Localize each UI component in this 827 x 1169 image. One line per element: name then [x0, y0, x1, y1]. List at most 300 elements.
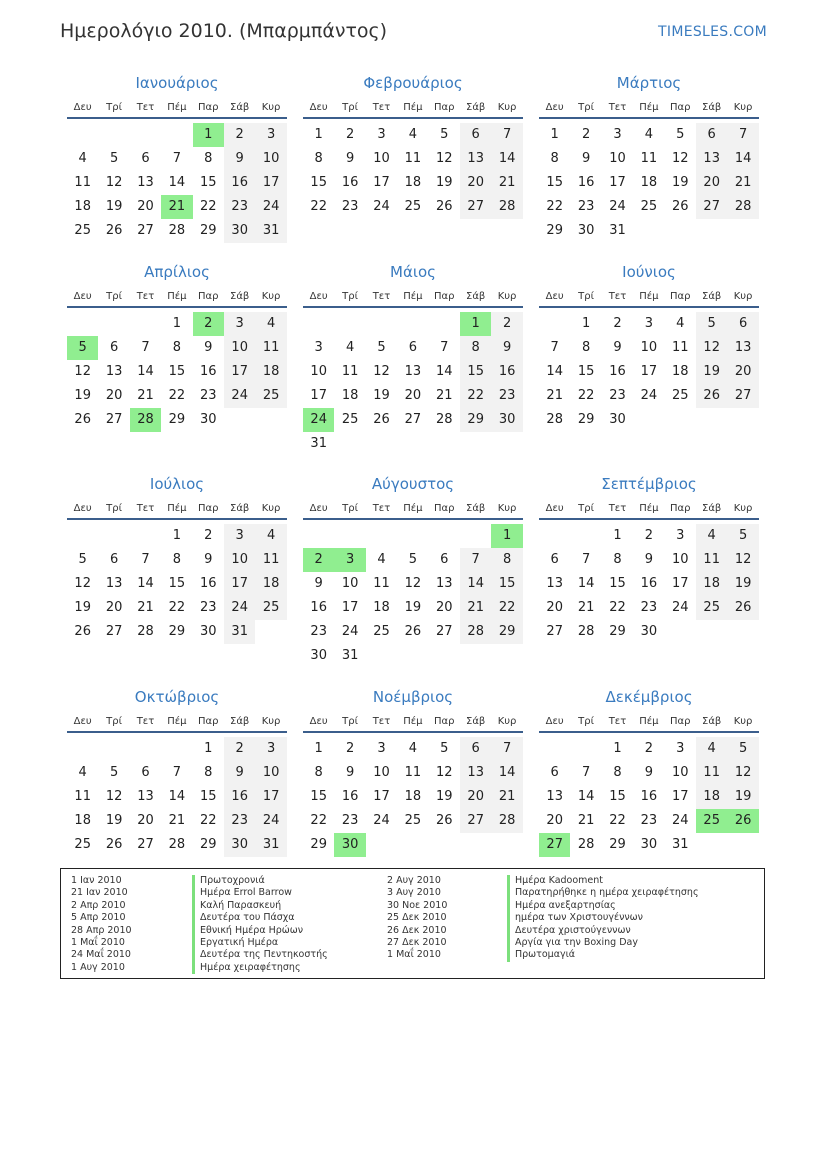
day-cell: 17: [672, 576, 689, 591]
weekday-label: Παρ: [198, 102, 219, 113]
day-cell: 8: [172, 340, 182, 355]
weekday-label: Πέμ: [403, 102, 423, 113]
day-cell: 27: [696, 195, 727, 219]
month-block: [303, 474, 523, 688]
day-cell: 22: [460, 384, 491, 408]
day-cell: 17: [373, 175, 390, 190]
day-cell: 9: [204, 552, 213, 567]
weekday-label: Κυρ: [497, 503, 517, 514]
day-cell: 19: [436, 175, 453, 190]
day-cell: 27: [460, 195, 491, 219]
day-cell: 18: [341, 388, 359, 403]
day-cell: 30: [200, 412, 217, 427]
day-cell: 3: [644, 316, 654, 331]
legend-date: 1 Μαΐ 2010: [387, 949, 441, 961]
day-cell: 28: [168, 837, 186, 852]
day-cell: 3: [676, 528, 685, 543]
day-cell: 4: [78, 765, 87, 780]
day-cell: 30: [640, 624, 658, 639]
legend-holiday-name: Ημέρα χειραφέτησης: [192, 962, 328, 974]
day-cell: 6: [696, 123, 727, 147]
day-cell: 23: [200, 388, 217, 403]
weekday-label: Τρί: [578, 291, 594, 302]
day-cell: 14: [491, 147, 522, 171]
day-cell: 21: [491, 785, 522, 809]
day-cell: 24: [224, 596, 255, 620]
day-cell: 20: [137, 199, 154, 214]
day-cell: 16: [491, 360, 522, 384]
weekday-label: Δευ: [73, 503, 92, 514]
day-cell: 24: [255, 809, 286, 833]
day-cell: 9: [345, 151, 355, 166]
day-cell: 20: [727, 360, 758, 384]
day-cell: 25: [74, 223, 91, 238]
legend-holiday-name: Ημέρα ανεξαρτησίας: [507, 900, 699, 912]
day-cell: 26: [74, 624, 91, 639]
day-cell: 3: [377, 127, 386, 142]
day-cell: 6: [141, 765, 150, 780]
weekday-label: Τρί: [342, 291, 358, 302]
weekday-label: Πέμ: [167, 291, 187, 302]
weekday-label: Κυρ: [261, 102, 281, 113]
day-cell: 12: [105, 789, 123, 804]
day-cell: 6: [460, 737, 491, 761]
weekday-label: Δευ: [545, 291, 564, 302]
day-cell: 9: [644, 765, 654, 780]
day-cell: 3: [224, 524, 255, 548]
day-cell: 26: [105, 223, 123, 238]
day-cell: 10: [609, 151, 626, 166]
weekday-label: Τρί: [106, 291, 122, 302]
weekday-label: Σάβ: [702, 291, 722, 302]
day-cell: 25: [696, 596, 727, 620]
day-cell: 19: [404, 600, 422, 615]
weekday-label: Πέμ: [167, 503, 187, 514]
day-cell: 22: [546, 199, 563, 214]
day-cell: 21: [727, 171, 758, 195]
day-cell: 22: [310, 813, 327, 828]
day-cell: 20: [137, 813, 154, 828]
day-cell: 18: [672, 364, 689, 379]
day-cell: 19: [696, 360, 727, 384]
day-cell: 14: [460, 572, 491, 596]
month-name: Μάιος: [390, 263, 436, 281]
weekday-label: Τρί: [578, 102, 594, 113]
weekday-label: Δευ: [73, 102, 92, 113]
day-cell: 15: [168, 576, 186, 591]
weekday-label: Σάβ: [466, 503, 486, 514]
day-cell: 13: [460, 761, 491, 785]
legend-holiday-name: Καλή Παρασκευή: [192, 900, 328, 912]
day-cell: 2: [224, 123, 255, 147]
day-cell: 1: [314, 127, 323, 142]
day-cell: 30: [577, 223, 595, 238]
day-cell: 4: [408, 741, 418, 756]
legend-dates-right: [387, 875, 447, 962]
weekday-label: Παρ: [434, 102, 455, 113]
day-cell: 15: [200, 175, 217, 190]
weekday-label: Παρ: [670, 102, 691, 113]
month-name: Απρίλιος: [144, 263, 210, 281]
day-cell: 13: [137, 789, 154, 804]
day-cell: 30: [491, 408, 522, 432]
month-name: Ιανουάριος: [135, 74, 219, 92]
day-cell: 19: [727, 572, 758, 596]
legend-holiday-name: ημέρα των Χριστουγέννων: [507, 912, 699, 924]
day-cell: 25: [255, 596, 286, 620]
day-cell: 8: [491, 548, 522, 572]
day-cell: 17: [609, 175, 626, 190]
site-link[interactable]: TIMESLES.COM: [658, 24, 767, 40]
day-cell: 23: [341, 199, 359, 214]
weekday-label: Κυρ: [261, 291, 281, 302]
day-cell: 11: [404, 765, 422, 780]
weekday-header: [539, 99, 759, 119]
day-cell: 23: [341, 813, 359, 828]
day-cell: 20: [546, 600, 563, 615]
day-cell: 28: [727, 195, 758, 219]
weekday-label: Κυρ: [261, 716, 281, 727]
day-cell: 19: [727, 785, 758, 809]
day-cell: 2: [644, 528, 654, 543]
day-cell: 25: [373, 624, 390, 639]
day-cell: 31: [672, 837, 689, 852]
day-cell: 2: [644, 741, 654, 756]
day-cell: 14: [577, 576, 595, 591]
day-cell: 18: [640, 175, 658, 190]
legend-names-right: [507, 875, 699, 962]
legend-date: 2 Απρ 2010: [71, 899, 126, 911]
day-cell: 28: [577, 837, 595, 852]
day-cell: 7: [491, 737, 522, 761]
weekday-label: Πέμ: [403, 291, 423, 302]
weekday-label: Πέμ: [639, 716, 659, 727]
weekday-label: Παρ: [198, 291, 219, 302]
day-cell: 7: [141, 552, 150, 567]
weekday-label: Τετ: [136, 503, 155, 514]
day-cell: 18: [404, 175, 422, 190]
day-cell: 10: [341, 576, 359, 591]
weekday-label: Τετ: [608, 503, 627, 514]
legend-holiday-name: Εθνική Ημέρα Ηρώων: [192, 925, 328, 937]
day-cell: 7: [141, 340, 150, 355]
day-cell: 11: [696, 548, 727, 572]
day-cell: 24: [373, 199, 390, 214]
day-cell: 7: [491, 123, 522, 147]
day-cell: 5: [727, 524, 758, 548]
day-cell: 5: [377, 340, 386, 355]
weekday-label: Δευ: [545, 716, 564, 727]
weekday-label: Παρ: [434, 503, 455, 514]
weekday-header: [303, 288, 523, 308]
day-cell: 25: [341, 412, 359, 427]
page-title: Ημερολόγιο 2010. (Μπαρμπάντος): [60, 20, 388, 42]
weekday-label: Τετ: [136, 102, 155, 113]
day-cell: 10: [255, 761, 286, 785]
day-cell: 9: [581, 151, 591, 166]
holiday-day-cell: 26: [727, 809, 758, 833]
day-cell: 18: [74, 813, 91, 828]
day-cell: 11: [404, 151, 422, 166]
day-cell: 11: [373, 576, 390, 591]
day-cell: 28: [460, 620, 491, 644]
day-cell: 14: [491, 761, 522, 785]
weekday-label: Πέμ: [403, 716, 423, 727]
day-cell: 13: [105, 364, 123, 379]
day-cell: 12: [727, 761, 758, 785]
day-cell: 11: [696, 761, 727, 785]
weekday-header: [303, 713, 523, 733]
weekday-label: Τετ: [372, 291, 391, 302]
month-name: Ιούνιος: [622, 263, 676, 281]
day-cell: 9: [345, 765, 355, 780]
day-cell: 10: [373, 151, 390, 166]
day-cell: 16: [224, 171, 255, 195]
day-cell: 8: [314, 151, 323, 166]
legend-date: 1 Αυγ 2010: [71, 961, 125, 973]
legend-date: 2 Αυγ 2010: [387, 875, 441, 886]
holiday-day-cell: 28: [130, 408, 161, 432]
day-cell: 17: [672, 789, 689, 804]
weekday-label: Παρ: [434, 291, 455, 302]
day-cell: 28: [577, 624, 595, 639]
day-cell: 26: [404, 624, 422, 639]
day-cell: 27: [546, 624, 563, 639]
day-cell: 5: [440, 741, 449, 756]
day-cell: 30: [310, 648, 327, 663]
day-cell: 3: [224, 312, 255, 336]
day-cell: 16: [310, 600, 327, 615]
weekday-label: Τρί: [578, 503, 594, 514]
day-cell: 24: [672, 813, 689, 828]
day-cell: 22: [168, 388, 186, 403]
day-cell: 27: [137, 837, 154, 852]
legend-holiday-name: Πρωτομαγιά: [507, 949, 699, 961]
weekday-label: Δευ: [73, 716, 92, 727]
day-cell: 10: [224, 336, 255, 360]
day-cell: 30: [640, 837, 658, 852]
weekday-label: Σάβ: [230, 291, 250, 302]
month-block: [67, 474, 287, 688]
weekday-label: Παρ: [198, 716, 219, 727]
day-cell: 26: [672, 199, 689, 214]
day-cell: 16: [200, 364, 217, 379]
day-cell: 15: [460, 360, 491, 384]
day-cell: 30: [224, 219, 255, 243]
month-name: Μάρτιος: [616, 74, 682, 92]
day-cell: 13: [436, 576, 453, 591]
weekday-label: Κυρ: [733, 503, 753, 514]
legend-date: 21 Ιαν 2010: [71, 887, 128, 899]
weekday-label: Παρ: [670, 716, 691, 727]
day-cell: 15: [577, 364, 595, 379]
day-cell: 23: [609, 388, 626, 403]
day-cell: 22: [491, 596, 522, 620]
holiday-day-cell: 1: [460, 312, 491, 336]
day-cell: 1: [613, 741, 622, 756]
weekday-label: Τετ: [608, 716, 627, 727]
day-cell: 5: [408, 552, 418, 567]
day-cell: 18: [74, 199, 91, 214]
day-cell: 26: [105, 837, 123, 852]
day-cell: 24: [255, 195, 286, 219]
day-grid: [303, 308, 523, 476]
day-cell: 17: [224, 360, 255, 384]
day-cell: 11: [341, 364, 359, 379]
holiday-day-cell: 2: [303, 548, 334, 572]
day-cell: 11: [74, 175, 91, 190]
holiday-day-cell: 24: [303, 408, 334, 432]
holiday-day-cell: 1: [193, 123, 224, 147]
weekday-label: Τετ: [608, 291, 627, 302]
day-cell: 17: [255, 785, 286, 809]
day-cell: 31: [609, 223, 626, 238]
month-name: Νοέμβριος: [372, 688, 454, 706]
weekday-label: Τετ: [372, 716, 391, 727]
day-cell: 19: [373, 388, 390, 403]
day-cell: 5: [109, 765, 119, 780]
weekday-label: Τρί: [106, 102, 122, 113]
day-cell: 9: [204, 340, 213, 355]
legend-date: 30 Νοε 2010: [387, 899, 448, 911]
legend-holiday-name: Πρωτοχρονιά: [192, 875, 328, 887]
day-cell: 20: [546, 813, 563, 828]
weekday-label: Δευ: [309, 291, 328, 302]
weekday-label: Τρί: [342, 716, 358, 727]
day-cell: 20: [404, 388, 422, 403]
weekday-label: Τετ: [372, 102, 391, 113]
legend-holiday-name: Παρατηρήθηκε η ημέρα χειραφέτησης: [507, 887, 699, 899]
month-name: Φεβρουάριος: [363, 74, 463, 92]
day-cell: 5: [696, 312, 727, 336]
day-grid: [539, 308, 759, 476]
weekday-label: Πέμ: [639, 291, 659, 302]
weekday-label: Πέμ: [639, 503, 659, 514]
day-cell: 17: [224, 572, 255, 596]
day-cell: 25: [255, 384, 286, 408]
day-cell: 30: [609, 412, 626, 427]
day-cell: 21: [436, 388, 453, 403]
day-cell: 10: [310, 364, 327, 379]
day-cell: 10: [640, 340, 658, 355]
day-cell: 6: [109, 552, 119, 567]
weekday-label: Σάβ: [702, 716, 722, 727]
day-cell: 1: [204, 741, 213, 756]
weekday-label: Πέμ: [167, 716, 187, 727]
day-cell: 12: [696, 336, 727, 360]
day-cell: 13: [546, 576, 563, 591]
holiday-day-cell: 2: [193, 312, 224, 336]
day-cell: 4: [345, 340, 355, 355]
day-cell: 29: [577, 412, 595, 427]
day-cell: 6: [550, 765, 559, 780]
holiday-day-cell: 30: [334, 833, 365, 857]
day-cell: 29: [168, 624, 186, 639]
day-cell: 11: [640, 151, 658, 166]
day-cell: 19: [74, 388, 91, 403]
day-cell: 6: [141, 151, 150, 166]
day-cell: 27: [727, 384, 758, 408]
day-cell: 4: [644, 127, 654, 142]
day-cell: 30: [224, 833, 255, 857]
legend-holiday-name: Δευτέρα της Πεντηκοστής: [192, 949, 328, 961]
holiday-day-cell: 3: [334, 548, 365, 572]
day-cell: 12: [672, 151, 689, 166]
weekday-header: [539, 288, 759, 308]
day-cell: 27: [105, 624, 123, 639]
day-cell: 15: [310, 175, 327, 190]
day-grid: [67, 520, 287, 688]
day-cell: 2: [224, 737, 255, 761]
day-cell: 8: [172, 552, 182, 567]
weekday-header: [303, 99, 523, 119]
legend-holiday-name: Δευτέρα χριστούγεννων: [507, 925, 699, 937]
day-cell: 3: [314, 340, 323, 355]
day-cell: 24: [640, 388, 658, 403]
day-cell: 7: [440, 340, 449, 355]
day-cell: 13: [137, 175, 154, 190]
day-cell: 24: [373, 813, 390, 828]
day-cell: 4: [408, 127, 418, 142]
day-cell: 24: [609, 199, 626, 214]
day-cell: 23: [640, 813, 658, 828]
day-cell: 31: [255, 219, 286, 243]
day-cell: 11: [255, 336, 286, 360]
weekday-label: Σάβ: [230, 716, 250, 727]
day-cell: 23: [640, 600, 658, 615]
day-cell: 23: [224, 809, 255, 833]
day-cell: 6: [408, 340, 418, 355]
month-block: [539, 474, 759, 688]
day-cell: 8: [460, 336, 491, 360]
day-cell: 22: [577, 388, 595, 403]
legend-date: 25 Δεκ 2010: [387, 912, 447, 924]
weekday-header: [67, 500, 287, 520]
day-grid: [539, 520, 759, 688]
day-cell: 13: [546, 789, 563, 804]
weekday-label: Κυρ: [497, 291, 517, 302]
day-cell: 18: [373, 600, 390, 615]
day-cell: 15: [546, 175, 563, 190]
day-cell: 16: [640, 576, 658, 591]
day-cell: 4: [377, 552, 386, 567]
day-cell: 21: [460, 596, 491, 620]
day-cell: 29: [609, 624, 626, 639]
day-cell: 12: [436, 151, 453, 166]
day-cell: 31: [224, 620, 255, 644]
weekday-label: Τρί: [106, 503, 122, 514]
day-cell: 25: [74, 837, 91, 852]
day-cell: 28: [546, 412, 563, 427]
month-block: [539, 262, 759, 476]
day-cell: 27: [137, 223, 154, 238]
day-cell: 24: [341, 624, 359, 639]
day-cell: 7: [172, 765, 182, 780]
weekday-label: Τρί: [342, 102, 358, 113]
day-cell: 7: [581, 552, 591, 567]
day-cell: 5: [78, 552, 87, 567]
day-cell: 20: [436, 600, 453, 615]
weekday-label: Τρί: [106, 716, 122, 727]
day-cell: 27: [460, 809, 491, 833]
day-cell: 8: [613, 765, 622, 780]
weekday-label: Κυρ: [497, 716, 517, 727]
day-cell: 1: [314, 741, 323, 756]
month-name: Σεπτέμβριος: [601, 475, 697, 493]
weekday-label: Κυρ: [261, 503, 281, 514]
day-cell: 12: [727, 548, 758, 572]
day-cell: 1: [172, 528, 182, 543]
